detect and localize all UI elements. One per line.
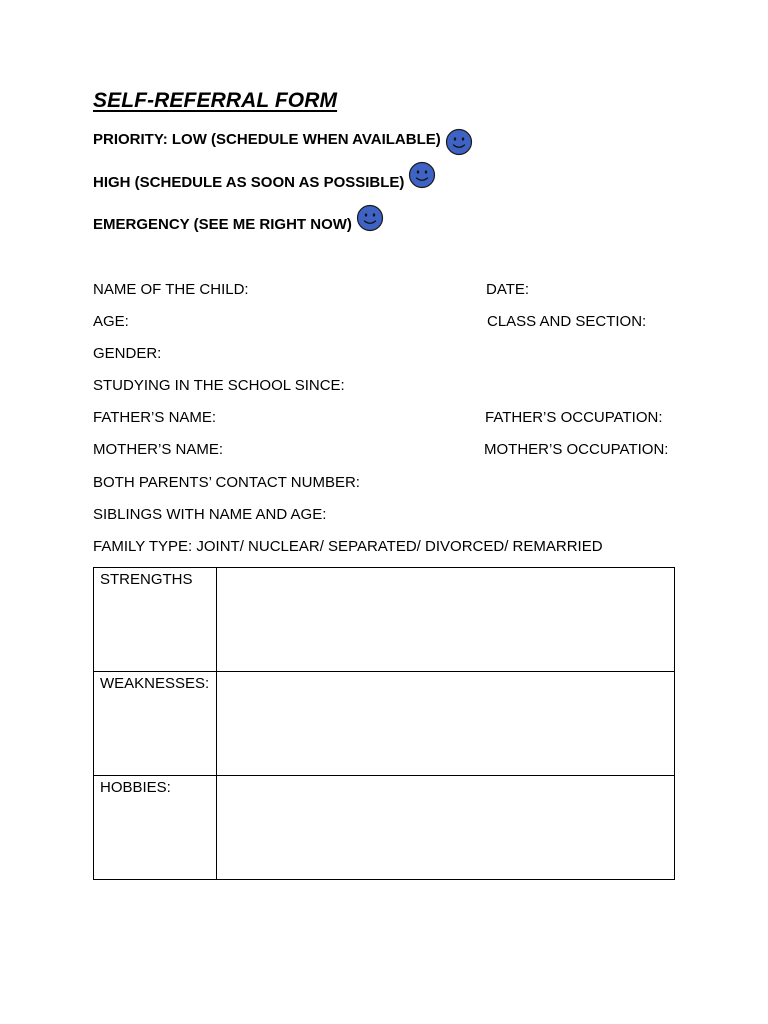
hobbies-input-cell[interactable] — [216, 776, 674, 880]
smiley-face-icon[interactable] — [356, 204, 384, 232]
mother-occupation-label: MOTHER’S OCCUPATION: — [484, 441, 669, 458]
contact-number-label: BOTH PARENTS’ CONTACT NUMBER: — [93, 474, 360, 491]
table-row — [94, 776, 675, 880]
strengths-label: STRENGTHS — [94, 568, 217, 672]
father-occupation-label: FATHER’S OCCUPATION: — [485, 409, 663, 426]
weaknesses-label: WEAKNESSES: — [94, 672, 217, 776]
priority-low-label: PRIORITY: LOW (SCHEDULE WHEN AVAILABLE) — [93, 131, 441, 148]
smiley-face-icon[interactable] — [445, 128, 473, 156]
child-name-label: NAME OF THE CHILD: — [93, 281, 249, 298]
form-title: SELF-REFERRAL FORM — [93, 89, 338, 112]
strengths-input-cell[interactable] — [216, 568, 674, 672]
hobbies-label: HOBBIES: — [94, 776, 217, 880]
siblings-label: SIBLINGS WITH NAME AND AGE: — [93, 506, 327, 523]
class-section-label: CLASS AND SECTION: — [487, 313, 647, 330]
age-label: AGE: — [93, 313, 129, 330]
table-row — [94, 568, 675, 672]
studying-since-label: STUDYING IN THE SCHOOL SINCE: — [93, 377, 345, 394]
mother-name-label: MOTHER’S NAME: — [93, 441, 224, 458]
date-label: DATE: — [486, 281, 530, 298]
smiley-face-icon[interactable] — [408, 161, 436, 189]
weaknesses-input-cell[interactable] — [216, 672, 674, 776]
gender-label: GENDER: — [93, 345, 162, 362]
priority-high-label: HIGH (SCHEDULE AS SOON AS POSSIBLE) — [93, 174, 405, 191]
family-type-label: FAMILY TYPE: JOINT/ NUCLEAR/ SEPARATED/ DIVORCED/ REMARRIED — [93, 538, 603, 555]
father-name-label: FATHER’S NAME: — [93, 409, 217, 426]
table-row — [94, 672, 675, 776]
traits-table — [93, 567, 675, 880]
priority-emergency-label: EMERGENCY (SEE ME RIGHT NOW) — [93, 216, 352, 233]
